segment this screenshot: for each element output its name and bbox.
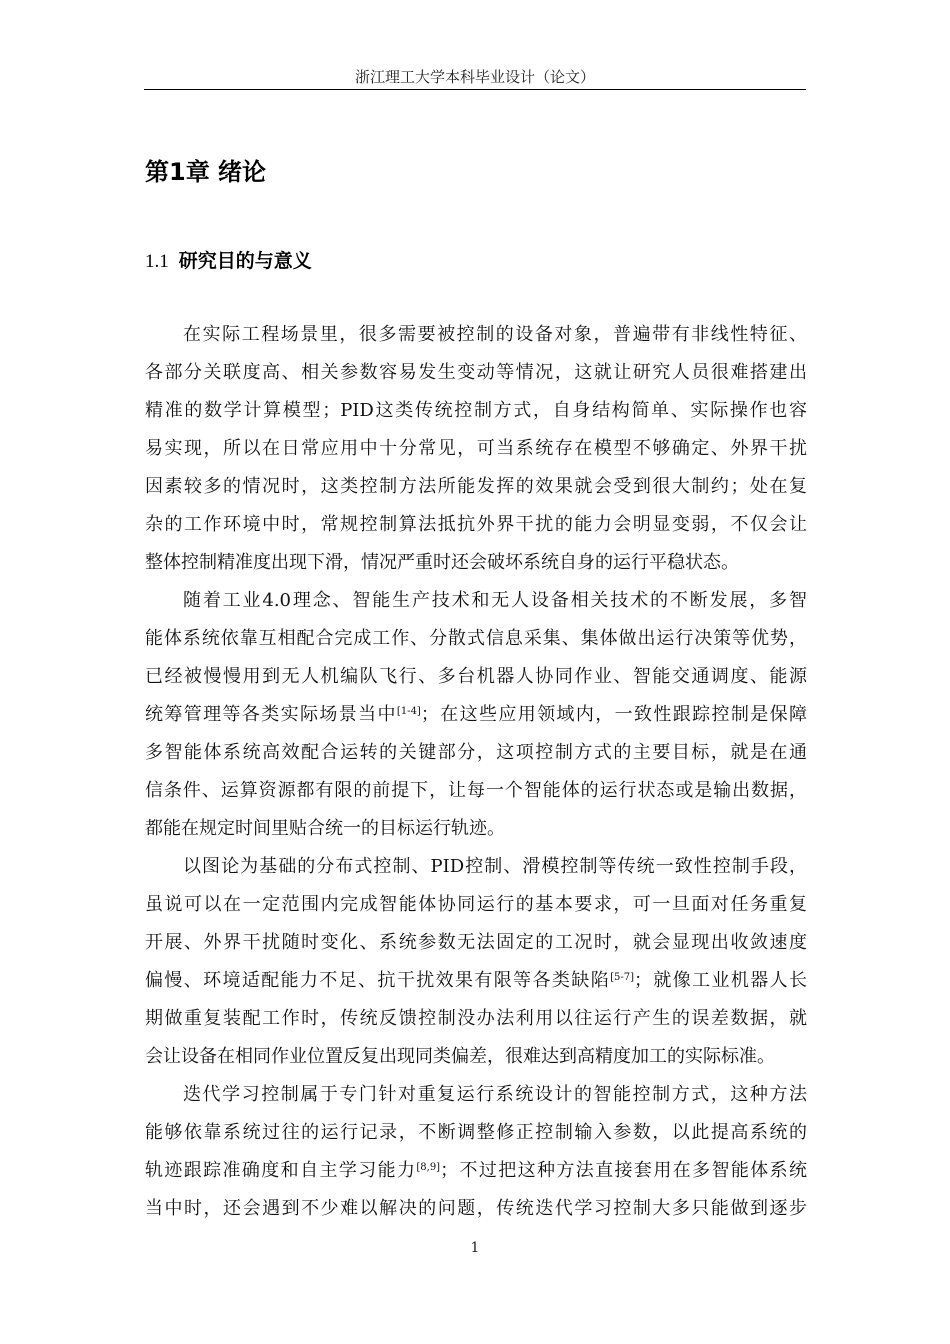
- citation: [8,9]: [416, 1162, 441, 1173]
- citation: [5-7]: [610, 972, 634, 983]
- text-line: [145, 392, 807, 430]
- section-number: 1.1: [145, 251, 169, 272]
- chapter-title: 第1章 绪论: [145, 158, 267, 186]
- line-text: 整体控制精准度出现下滑，情况严重时还会破坏系统自身的运行平稳状态。: [145, 552, 739, 573]
- line-text: 开展、外界干扰随时变化、系统参数无法固定的工况时，就会显现出收敛速度: [145, 932, 807, 953]
- citation: [1-4]: [396, 706, 421, 717]
- text-line: [145, 430, 807, 468]
- text-line: [145, 1152, 807, 1190]
- line-text: 信条件、运算资源都有限的前提下，让每一个智能体的运行状态或是输出数据，: [145, 780, 807, 801]
- line-text: 在实际工程场景里，很多需要被控制的设备对象，普遍带有非线性特征、: [183, 324, 807, 345]
- line-text: ；不过把这种方法直接套用在多智能体系统: [440, 1160, 807, 1181]
- line-text: 精准的数学计算模型；PID这类传统控制方式，自身结构简单、实际操作也容: [145, 400, 807, 421]
- line-text: 以图论为基础的分布式控制、PID控制、滑模控制等传统一致性控制手段，: [183, 856, 807, 877]
- line-text: 因素较多的情况时，这类控制方法所能发挥的效果就会受到很大制约；处在复: [145, 476, 807, 497]
- text-line: [145, 886, 807, 924]
- text-line: [145, 734, 807, 772]
- line-text: 当中时，还会遇到不少难以解决的问题，传统迭代学习控制大多只能做到逐步: [145, 1198, 807, 1219]
- line-text: 迭代学习控制属于专门针对重复运行系统设计的智能控制方式，这种方法: [183, 1084, 807, 1105]
- text-line: [145, 316, 807, 354]
- header-rule: [144, 89, 806, 90]
- line-text: 能体系统依靠互相配合完成工作、分散式信息采集、集体做出运行决策等优势，: [145, 628, 807, 649]
- section-title: 研究目的与意义: [178, 250, 312, 272]
- text-line: [145, 468, 807, 506]
- text-line: [145, 696, 807, 734]
- text-line: [145, 810, 807, 848]
- text-line: [145, 658, 807, 696]
- line-text: 多智能体系统高效配合运转的关键部分，这项控制方式的主要目标，就是在通: [145, 742, 807, 763]
- line-text: 各部分关联度高、相关参数容易发生变动等情况，这就让研究人员很难搭建出: [145, 362, 807, 383]
- text-line: [145, 962, 807, 1000]
- section-heading: [145, 246, 312, 273]
- line-text: 随着工业4.0理念、智能生产技术和无人设备相关技术的不断发展，多智: [183, 590, 807, 611]
- line-text: 统筹管理等各类实际场景当中: [145, 704, 397, 725]
- line-text: ；就像工业机器人长: [633, 970, 808, 991]
- text-line: [145, 1038, 807, 1076]
- body-text: [145, 316, 807, 1228]
- text-line: [145, 1114, 807, 1152]
- text-line: [145, 506, 807, 544]
- text-line: [145, 1190, 807, 1228]
- running-header: 浙江理工大学本科毕业设计（论文）: [354, 68, 595, 86]
- text-line: [145, 620, 807, 658]
- text-line: [145, 924, 807, 962]
- line-text: 虽说可以在一定范围内完成智能体协同运行的基本要求，可一旦面对任务重复: [145, 894, 807, 915]
- line-text: 会让设备在相同作业位置反复出现同类偏差，很难达到高精度加工的实际标准。: [145, 1046, 775, 1067]
- line-text: 轨迹跟踪准确度和自主学习能力: [145, 1160, 417, 1181]
- text-line: [145, 544, 807, 582]
- text-line: [145, 1000, 807, 1038]
- line-text: 都能在规定时间里贴合统一的目标运行轨迹。: [145, 818, 505, 839]
- text-line: [145, 354, 807, 392]
- text-line: [145, 772, 807, 810]
- text-line: [145, 1076, 807, 1114]
- page-number: 1: [470, 1240, 480, 1256]
- line-text: 易实现，所以在日常应用中十分常见，可当系统存在模型不够确定、外界干扰: [145, 438, 807, 459]
- line-text: ；在这些应用领域内，一致性跟踪控制是保障: [420, 704, 808, 725]
- line-text: 期做重复装配工作时，传统反馈控制没办法利用以往运行产生的误差数据，就: [145, 1008, 807, 1029]
- text-line: [145, 582, 807, 620]
- line-text: 杂的工作环境中时，常规控制算法抵抗外界干扰的能力会明显变弱，不仅会让: [145, 514, 807, 535]
- line-text: 已经被慢慢用到无人机编队飞行、多台机器人协同作业、智能交通调度、能源: [145, 666, 807, 687]
- line-text: 偏慢、环境适配能力不足、抗干扰效果有限等各类缺陷: [145, 970, 611, 991]
- line-text: 能够依靠系统过往的运行记录，不断调整修正控制输入参数，以此提高系统的: [145, 1122, 807, 1143]
- text-line: [145, 848, 807, 886]
